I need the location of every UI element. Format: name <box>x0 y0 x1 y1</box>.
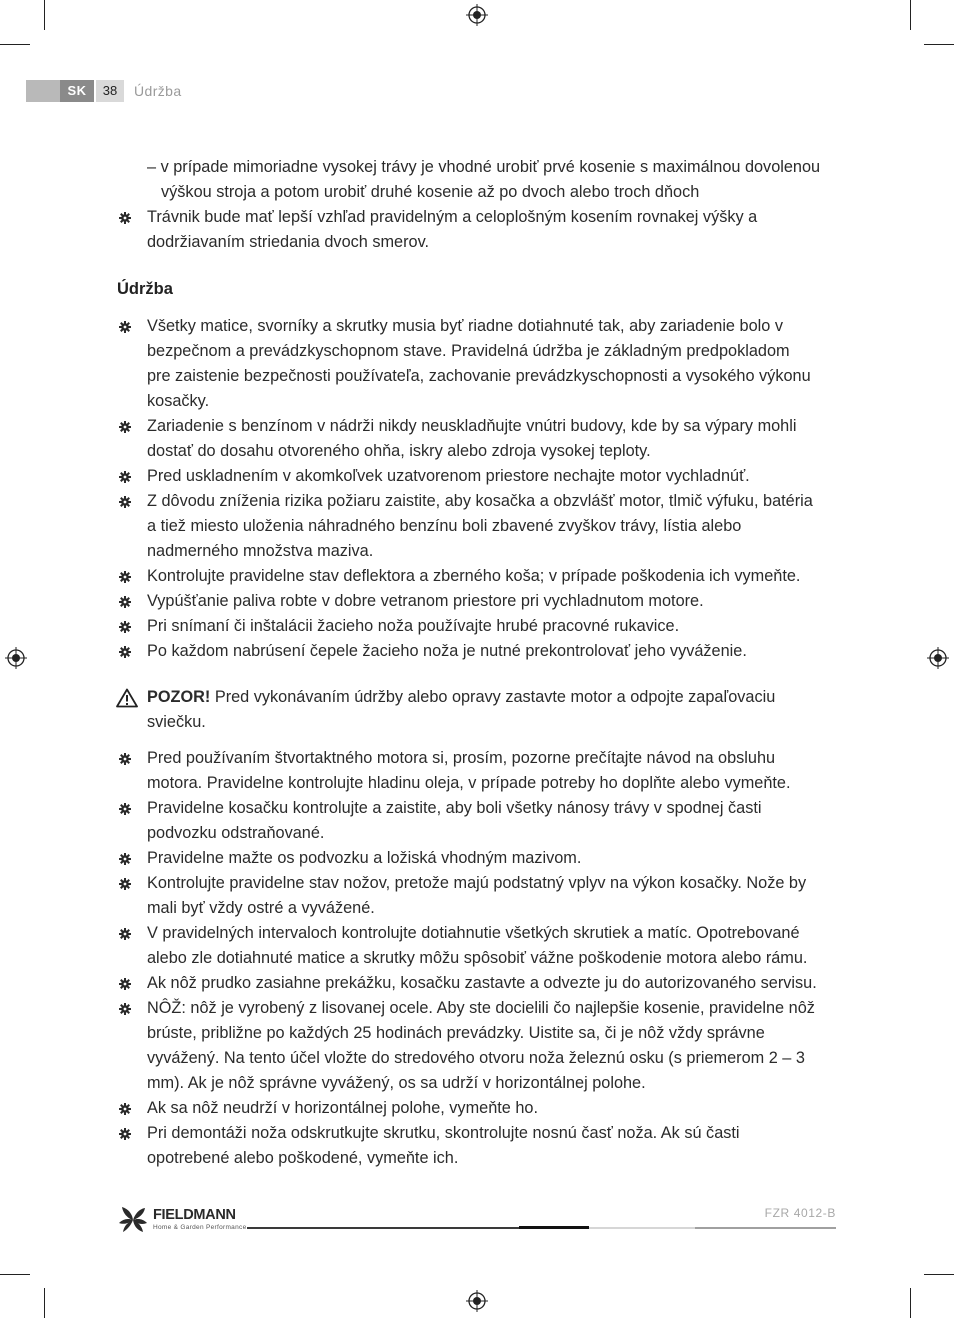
list-item-line: mm). Ak je nôž správne vyvážený, os sa udrží v horizontálnej polohe. <box>147 1074 646 1092</box>
gear-bullet-icon <box>119 321 131 333</box>
footer-bar <box>695 1227 836 1229</box>
footer-bar <box>519 1226 589 1229</box>
footer-bar <box>247 1227 519 1229</box>
list-item-line: Z dôvodu zníženia rizika požiaru zaistite, aby kosačka a obzvlášť motor, tlmič výfuku, batéria <box>147 492 813 510</box>
list-item-line: Zariadenie s benzínom v nádrži nikdy neuskladňujte vnútri budovy, kde by sa výpary mohli <box>147 417 797 435</box>
registration-mark-icon <box>927 647 949 669</box>
list-item-line: dostať do dosahu otvoreného ohňa, iskry alebo zdroja vysokej teploty. <box>147 442 651 460</box>
list-item-line: podvozku odstraňované. <box>147 824 325 842</box>
list-item-line: mali byť vždy ostré a vyvážené. <box>147 899 375 917</box>
list-item-line: nadmerného množstva maziva. <box>147 542 374 560</box>
list-item-line: Pravidelne kosačku kontrolujte a zaistite, aby boli všetky nánosy trávy v spodnej časti <box>147 799 762 817</box>
footer-bar <box>589 1227 695 1229</box>
fieldmann-logo <box>117 1204 247 1236</box>
crop-mark <box>910 0 911 30</box>
list-item-line: opotrebené alebo poškodené, vymeňte ich. <box>147 1149 459 1167</box>
gear-bullet-icon <box>119 803 131 815</box>
warning-text-line: Pred vykonávaním údržby alebo opravy zastavte motor a odpojte zapaľovaciu <box>210 688 776 706</box>
list-item-line: NÔŽ: nôž je vyrobený z lisovanej ocele. Aby ste docielili čo najlepšie kosenie, pravidelne nôž <box>147 999 815 1017</box>
list-item-line: kosačky. <box>147 392 210 410</box>
crop-mark <box>924 44 954 45</box>
brand-name: FIELDMANN <box>153 1207 236 1223</box>
list-item-line: Pred uskladnením v akomkoľvek uzatvorenom priestore nechajte motor vychladnúť. <box>147 467 750 485</box>
gear-bullet-icon <box>119 596 131 608</box>
crop-mark <box>0 44 30 45</box>
list-item-line: Kontrolujte pravidelne stav deflektora a zberného koša; v prípade poškodenia ich vymeňte. <box>147 567 801 585</box>
list-item-line: alebo zle dotiahnuté matice a skrutky môžu spôsobiť vážne poškodenie motora alebo rámu. <box>147 949 808 967</box>
gear-bullet-icon <box>119 621 131 633</box>
list-item-line: Pred používaním štvortaktného motora si, prosím, pozorne prečítajte návod na obsluhu <box>147 749 776 767</box>
gear-bullet-icon <box>119 978 131 990</box>
list-item-line: V pravidelných intervaloch kontrolujte dotiahnutie všetkých skrutiek a matíc. Opotrebované <box>147 924 800 942</box>
crop-mark <box>0 1274 30 1275</box>
gear-bullet-icon <box>119 878 131 890</box>
list-item-line: Všetky matice, svorníky a skrutky musia byť riadne dotiahnuté tak, aby zariadenie bolo v <box>147 317 783 335</box>
gear-bullet-icon <box>119 853 131 865</box>
crop-mark <box>910 1288 911 1318</box>
list-item-line: pre zaistenie bezpečnosti používateľa, zachovanie prevádzkyschopnosti a vysokého výkonu <box>147 367 811 385</box>
registration-mark-icon <box>5 647 27 669</box>
header-accent-bar <box>26 80 60 102</box>
gear-bullet-icon <box>119 753 131 765</box>
list-item-line: Ak nôž prudko zasiahne prekážku, kosačku zastavte a odvezte ju do autorizovaného servisu. <box>147 974 817 992</box>
list-item-line: Pravidelne mažte os podvozku a ložiská vhodným mazivom. <box>147 849 582 867</box>
gear-bullet-icon <box>119 1003 131 1015</box>
gear-bullet-icon <box>119 1103 131 1115</box>
list-item-line: Ak sa nôž neudrží v horizontálnej polohe, vymeňte ho. <box>147 1099 538 1117</box>
language-badge: SK <box>60 80 94 102</box>
gear-bullet-icon <box>119 1128 131 1140</box>
list-item-line: Kontrolujte pravidelne stav nožov, pretože majú podstatný vplyv na výkon kosačky. Nože by <box>147 874 807 892</box>
list-item-line: vyvážený. Na tento účel vložte do stredového otvoru noža železnú osku (s priemerom 2 – 3 <box>147 1049 805 1067</box>
warning-text-line: sviečku. <box>147 713 206 731</box>
dash-item-line: výškou stroja a potom urobiť druhé kosenie až po dvoch alebo troch dňoch <box>161 183 700 201</box>
gear-bullet-icon <box>119 212 131 224</box>
gear-bullet-icon <box>119 471 131 483</box>
list-item-line: a tiež miesto uloženia náhradného benzínu boli zbavené zvyškov trávy, lístia alebo <box>147 517 742 535</box>
page-number: 38 <box>96 80 124 102</box>
gear-bullet-icon <box>119 928 131 940</box>
list-item-line: Po každom nabrúsení čepele žacieho noža je nutné prekontrolovať jeho vyváženie. <box>147 642 747 660</box>
crop-mark <box>924 1274 954 1275</box>
brand-tagline: Home & Garden Performance <box>153 1224 247 1231</box>
registration-mark-icon <box>466 1290 488 1312</box>
list-item-line: motora. Pravidelne kontrolujte hladinu oleja, v prípade potreby ho doplňte alebo vymeňte. <box>147 774 791 792</box>
model-number: FZR 4012-B <box>764 1206 836 1220</box>
warning-label: POZOR! <box>147 688 211 706</box>
gear-bullet-icon <box>119 496 131 508</box>
registration-mark-icon <box>466 4 488 26</box>
warning-text <box>147 685 775 710</box>
list-item-line: Trávnik bude mať lepší vzhľad pravidelným a celoplošným kosením rovnakej výšky a <box>147 208 758 226</box>
list-item-line: Pri demontáži noža odskrutkujte skrutku, skontrolujte nosnú časť noža. Ak sú časti <box>147 1124 740 1142</box>
list-item-line: bezpečnom a prevádzkyschopnom stave. Pravidelná údržba je základným predpokladom <box>147 342 790 360</box>
list-item-line: Pri snímaní či inštalácii žacieho noža používajte hrubé pracovné rukavice. <box>147 617 680 635</box>
crop-mark <box>44 1288 45 1318</box>
gear-bullet-icon <box>119 646 131 658</box>
list-item-line: dodržiavaním striedania dvoch smerov. <box>147 233 430 251</box>
warning-triangle-icon <box>116 688 138 708</box>
header-section-title: Údržba <box>134 83 182 99</box>
gear-bullet-icon <box>119 571 131 583</box>
list-item-line: brúste, približne po každých 25 hodinách prevádzky. Uistite sa, či je nôž vždy správne <box>147 1024 765 1042</box>
section-heading: Údržba <box>117 280 173 298</box>
list-item-line: Vypúšťanie paliva robte v dobre vetranom priestore pri vychladnutom motore. <box>147 592 704 610</box>
gear-bullet-icon <box>119 421 131 433</box>
dash-item-line: – v prípade mimoriadne vysokej trávy je vhodné urobiť prvé kosenie s maximálnou dovolenou <box>147 158 821 176</box>
fieldmann-leaf-icon <box>117 1204 149 1236</box>
crop-mark <box>44 0 45 30</box>
